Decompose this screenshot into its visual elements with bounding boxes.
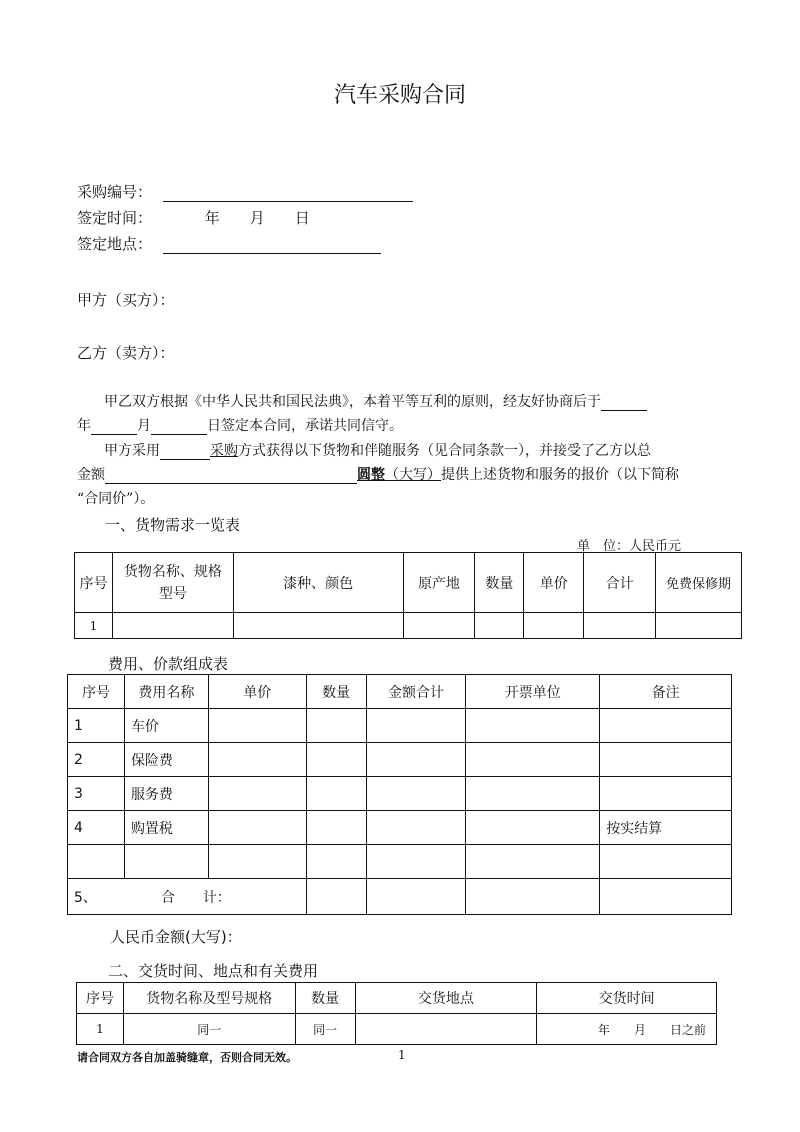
paragraph-2-text-3: 提供上述货物和服务的报价（以下简称: [441, 467, 679, 483]
col-header: 数量: [475, 553, 524, 613]
paragraph-1-line-1: [104, 391, 734, 411]
table-cell[interactable]: [524, 613, 584, 639]
paragraph-2-line-1: [104, 440, 744, 460]
col-header: 序号: [75, 553, 113, 613]
table-cell[interactable]: [208, 777, 306, 811]
table-cell[interactable]: [208, 743, 306, 777]
daxie-label: （大写）: [385, 467, 441, 483]
table-cell[interactable]: [466, 743, 600, 777]
row-no: 1: [75, 613, 113, 639]
amount-label: 金额: [77, 467, 105, 483]
table-row: [68, 743, 732, 777]
paragraph-2-text-1: 甲方采用: [104, 443, 160, 459]
unit-label: 单 位：人民币元: [577, 539, 682, 554]
table-cell[interactable]: [600, 879, 732, 915]
fees-heading: 费用、价款组成表: [108, 655, 229, 673]
goods-header-row: [75, 553, 742, 613]
month-label: 月: [137, 418, 151, 434]
section-2-heading: 二、交货时间、地点和有关费用: [108, 962, 319, 980]
fees-header-row: [68, 675, 732, 709]
table-cell[interactable]: [306, 879, 366, 915]
party-a: 甲方（买方）：: [77, 291, 175, 309]
procurement-no-line[interactable]: [163, 187, 413, 202]
sign-place-label: 签定地点：: [77, 235, 153, 253]
table-cell[interactable]: [466, 879, 600, 915]
table-cell[interactable]: [366, 709, 466, 743]
footer-note: 请合同双方各自加盖骑缝章，否则合同无效。: [77, 1051, 297, 1064]
table-row: [68, 709, 732, 743]
paragraph-1-text: 甲乙双方根据《中华人民共和国民法典》，本着平等互利的原则，经友好协商后于: [104, 394, 601, 410]
total-no: 5、: [74, 889, 97, 906]
col-header: 合计: [584, 553, 656, 613]
fee-name: 车价: [124, 709, 208, 743]
table-cell[interactable]: [366, 845, 466, 879]
col-header: 免费保修期: [656, 553, 742, 613]
col-header: 漆种、颜色: [233, 553, 403, 613]
month-blank[interactable]: [91, 421, 137, 435]
yuan-zheng: 圆整: [357, 467, 385, 483]
goods-requirement-table: [74, 552, 742, 639]
col-header: 数量: [306, 675, 366, 709]
table-cell[interactable]: [306, 845, 366, 879]
table-row: [68, 777, 732, 811]
table-cell[interactable]: [366, 879, 466, 915]
party-b: 乙方（卖方）：: [77, 344, 175, 362]
row-no: 2: [68, 743, 125, 777]
fee-name: 服务费: [124, 777, 208, 811]
col-header: 序号: [68, 675, 125, 709]
table-cell[interactable]: [584, 613, 656, 639]
col-header: 序号: [77, 983, 124, 1014]
table-row: [68, 811, 732, 845]
col-header: 数量: [295, 983, 355, 1014]
delivery-header-row: [77, 983, 717, 1014]
goods-qty[interactable]: 同一: [295, 1014, 355, 1045]
procurement-no-field: [77, 181, 413, 202]
col-header: 单价: [524, 553, 584, 613]
col-header: 费用名称: [124, 675, 208, 709]
col-header: 货物名称及型号规格: [123, 983, 295, 1014]
sign-place-field: [77, 233, 381, 254]
table-row: [68, 845, 732, 879]
total-label: 合 计：: [160, 889, 231, 906]
table-cell[interactable]: [306, 743, 366, 777]
total-cell: [68, 879, 307, 915]
goods-name[interactable]: 同一: [123, 1014, 295, 1045]
table-cell[interactable]: [208, 845, 306, 879]
table-cell[interactable]: [306, 777, 366, 811]
table-cell[interactable]: [306, 811, 366, 845]
fee-name: 购置税: [124, 811, 208, 845]
table-cell[interactable]: [466, 845, 600, 879]
fee-note[interactable]: [600, 845, 732, 879]
delivery-time[interactable]: 年 月 日之前: [537, 1014, 717, 1045]
paragraph-1-end: 日签定本合同，承诺共同信守。: [207, 418, 403, 434]
table-cell[interactable]: [112, 613, 233, 639]
amount-blank[interactable]: [105, 470, 357, 484]
row-no: 1: [77, 1014, 124, 1045]
table-cell[interactable]: [208, 811, 306, 845]
table-cell[interactable]: [403, 613, 475, 639]
fee-name: [124, 845, 208, 879]
total-row: [68, 879, 732, 915]
table-cell[interactable]: [366, 811, 466, 845]
sign-time-ymd: 年 月 日: [204, 209, 310, 227]
table-cell[interactable]: [208, 709, 306, 743]
day-blank[interactable]: [151, 421, 207, 435]
col-header: 交货时间: [537, 983, 717, 1014]
paragraph-2-line-3: “合同价”）。: [77, 491, 155, 507]
table-row: [75, 613, 742, 639]
col-header: 原产地: [403, 553, 475, 613]
row-no: [68, 845, 125, 879]
delivery-place[interactable]: [355, 1014, 537, 1045]
fee-note[interactable]: 按实结算: [600, 811, 732, 845]
row-no: 4: [68, 811, 125, 845]
paragraph-1-date-blank[interactable]: [601, 397, 647, 411]
procurement-no-label: 采购编号：: [77, 183, 153, 201]
table-cell[interactable]: [656, 613, 742, 639]
row-no: 3: [68, 777, 125, 811]
fees-table: [67, 674, 732, 915]
delivery-table: [76, 982, 717, 1045]
col-header: 交货地点: [355, 983, 537, 1014]
col-header: 开票单位: [466, 675, 600, 709]
col-header: 金额合计: [366, 675, 466, 709]
table-cell[interactable]: [466, 811, 600, 845]
fee-note[interactable]: [600, 709, 732, 743]
col-header: 备注: [600, 675, 732, 709]
fee-note[interactable]: [600, 777, 732, 811]
purchase-method-blank[interactable]: [160, 446, 210, 460]
row-no: 1: [68, 709, 125, 743]
sign-place-line[interactable]: [163, 239, 381, 254]
purchase-method-suffix: 采购: [210, 443, 238, 459]
rmb-total-label: 人民币金额(大写)：: [110, 928, 242, 946]
col-header: 单价: [208, 675, 306, 709]
table-cell[interactable]: [233, 613, 403, 639]
year-label: 年: [77, 418, 91, 434]
paragraph-1-line-2: [77, 415, 727, 435]
table-cell[interactable]: [466, 709, 600, 743]
fee-name: 保险费: [124, 743, 208, 777]
table-row: [77, 1014, 717, 1045]
sign-time-field: [77, 207, 310, 228]
table-cell[interactable]: [475, 613, 524, 639]
table-cell[interactable]: [366, 743, 466, 777]
page-title: 汽车采购合同: [333, 83, 466, 108]
paragraph-2-text-2: 方式获得以下货物和伴随服务（见合同条款一），并接受了乙方以总: [238, 443, 651, 459]
paragraph-2-line-2: [77, 464, 737, 484]
table-cell[interactable]: [366, 777, 466, 811]
sign-time-label: 签定时间：: [77, 209, 153, 227]
table-cell[interactable]: [466, 777, 600, 811]
section-1-heading: 一、货物需求一览表: [105, 516, 241, 534]
col-header: 货物名称、规格型号: [112, 553, 233, 613]
fee-note[interactable]: [600, 743, 732, 777]
table-cell[interactable]: [306, 709, 366, 743]
page-number: 1: [398, 1048, 406, 1062]
